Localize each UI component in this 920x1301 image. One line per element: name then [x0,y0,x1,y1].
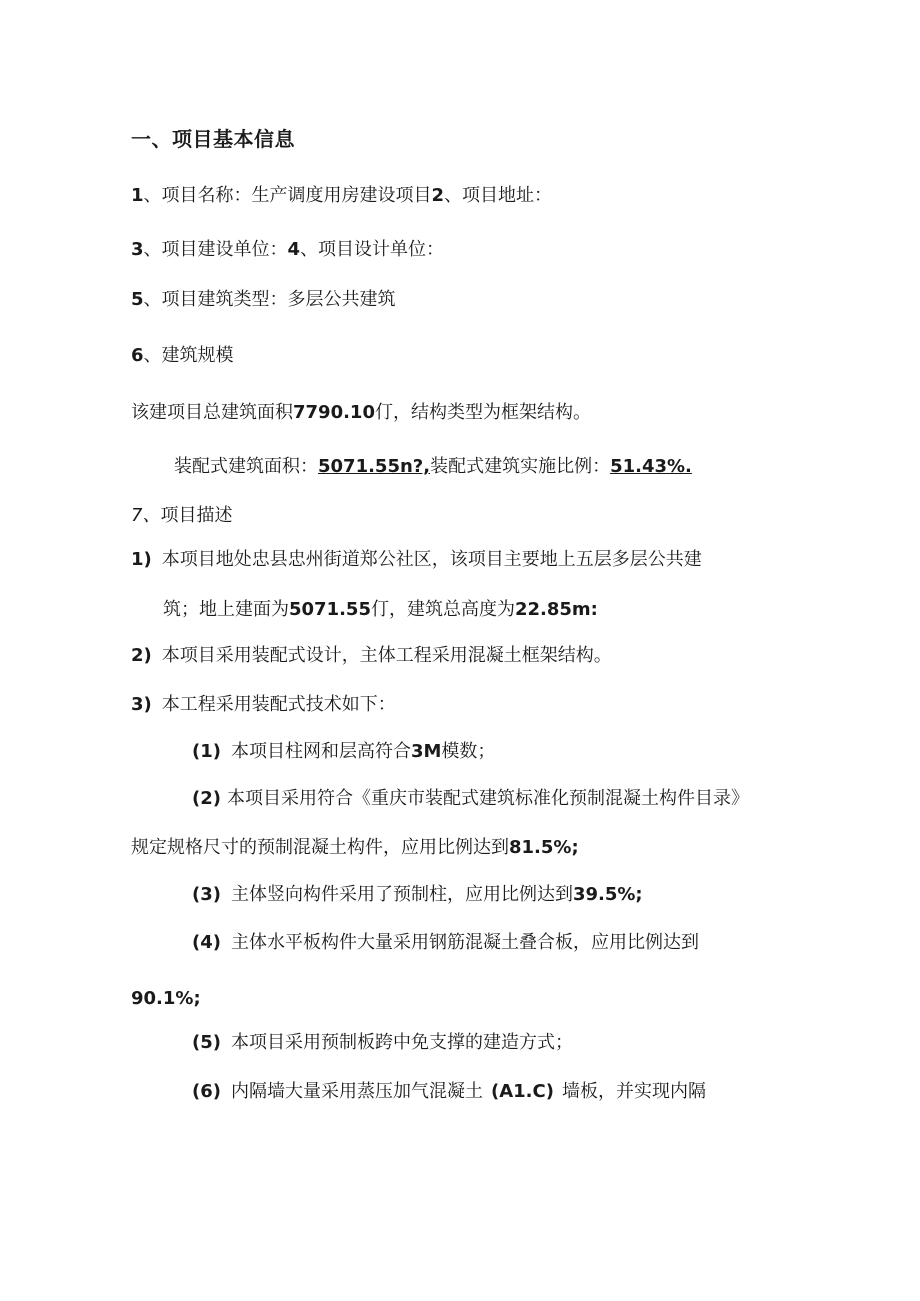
desc-text: 筑；地上建面为 [163,599,289,620]
item-building-type [131,287,396,313]
tech-text: 主体竖向构件采用了预制柱，应用比例达到 [230,884,573,905]
desc-1 [131,547,702,573]
desc-text: 仃，建筑总高度为 [370,599,515,620]
prefab-line [174,454,692,480]
tech-6 [192,1079,706,1105]
item-number: 3 [131,239,144,260]
section-heading: 一、项目基本信息 [131,127,295,151]
building-height-value: 22.85m: [514,599,598,620]
tech-number: (3) [192,884,221,905]
item-number: 2 [431,185,445,206]
prefab-text-mid: 装配式建筑实施比例： [430,456,611,477]
tech-4-cont [131,986,201,1012]
tech-text: 墙板，并实现内隔 [561,1081,706,1102]
item-number: 6 [131,345,144,366]
item-project-description [131,503,232,529]
tech-text: 本项目柱网和层高符合 [230,741,411,762]
tech-text: 本项目采用符合《重庆市装配式建筑标准化预制混凝土构件目录》 [226,788,749,809]
above-ground-area-value: 5071.55 [289,599,371,620]
desc-2 [131,643,612,669]
desc-3 [131,692,396,718]
prefab-text: 装配式建筑面积： [174,456,318,477]
tech-number: (1) [192,741,221,762]
tech-text: 主体水平板构件大量采用钢筋混凝土叠合板，应用比例达到 [230,932,699,953]
desc-text: 本项目地处忠县忠州街道郑公社区，该项目主要地上五层多层公共建 [161,549,702,570]
scale-text: 该建项目总建筑面积 [131,402,293,423]
item-text: 、建筑规模 [143,345,234,366]
desc-text: 本项目采用装配式设计，主体工程采用混凝土框架结构。 [161,645,612,666]
item-text: 、项目建设单位： [143,239,288,260]
tech-value: 39.5%; [572,884,643,905]
tech-value: 3M [410,741,442,762]
tech-4 [192,930,699,956]
tech-text: 内隔墙大量采用蒸压加气混凝土 [230,1081,483,1102]
desc-number: 2) [131,645,152,666]
total-area-value: 7790.10 [293,402,375,423]
tech-2 [192,786,749,812]
desc-number: 1) [131,549,152,570]
desc-number: 3) [131,694,152,715]
item-number: 4 [287,239,301,260]
tech-3 [192,882,643,908]
item-building-scale [131,343,234,369]
tech-value: 81.5%; [509,837,579,858]
item-units [131,237,444,263]
tech-text: 本项目采用预制板跨中免支撑的建造方式； [230,1032,573,1053]
item-number: 7、 [131,505,161,526]
scale-text-post: 仃，结构类型为框架结构。 [374,402,591,423]
prefab-ratio-value: 51.43%. [610,456,692,477]
prefab-area-value: 5071.55n?, [318,456,431,477]
item-text: 、项目建筑类型：多层公共建筑 [143,289,396,310]
tech-1 [192,739,495,765]
tech-value: 90.1%; [131,988,201,1009]
desc-text: 本工程采用装配式技术如下： [161,694,396,715]
tech-value: (A1.C) [490,1081,554,1102]
desc-1-cont [163,597,598,623]
tech-number: (2) [192,788,221,809]
tech-text: 规定规格尺寸的预制混凝土构件，应用比例达到 [131,837,509,858]
tech-number: (6) [192,1081,221,1102]
tech-number: (4) [192,932,221,953]
item-text: 、项目地址： [444,185,553,206]
tech-text: 模数； [441,741,496,762]
item-project-name [131,183,552,209]
item-number: 5 [131,289,144,310]
item-text: 项目描述 [160,505,233,526]
tech-5 [192,1030,573,1056]
tech-number: (5) [192,1032,221,1053]
item-number: 1 [131,185,144,206]
tech-2-cont [131,835,579,861]
item-text: 、项目设计单位： [300,239,445,260]
item-text: 、项目名称：生产调度用房建设项目 [143,185,432,206]
scale-line [131,400,591,426]
